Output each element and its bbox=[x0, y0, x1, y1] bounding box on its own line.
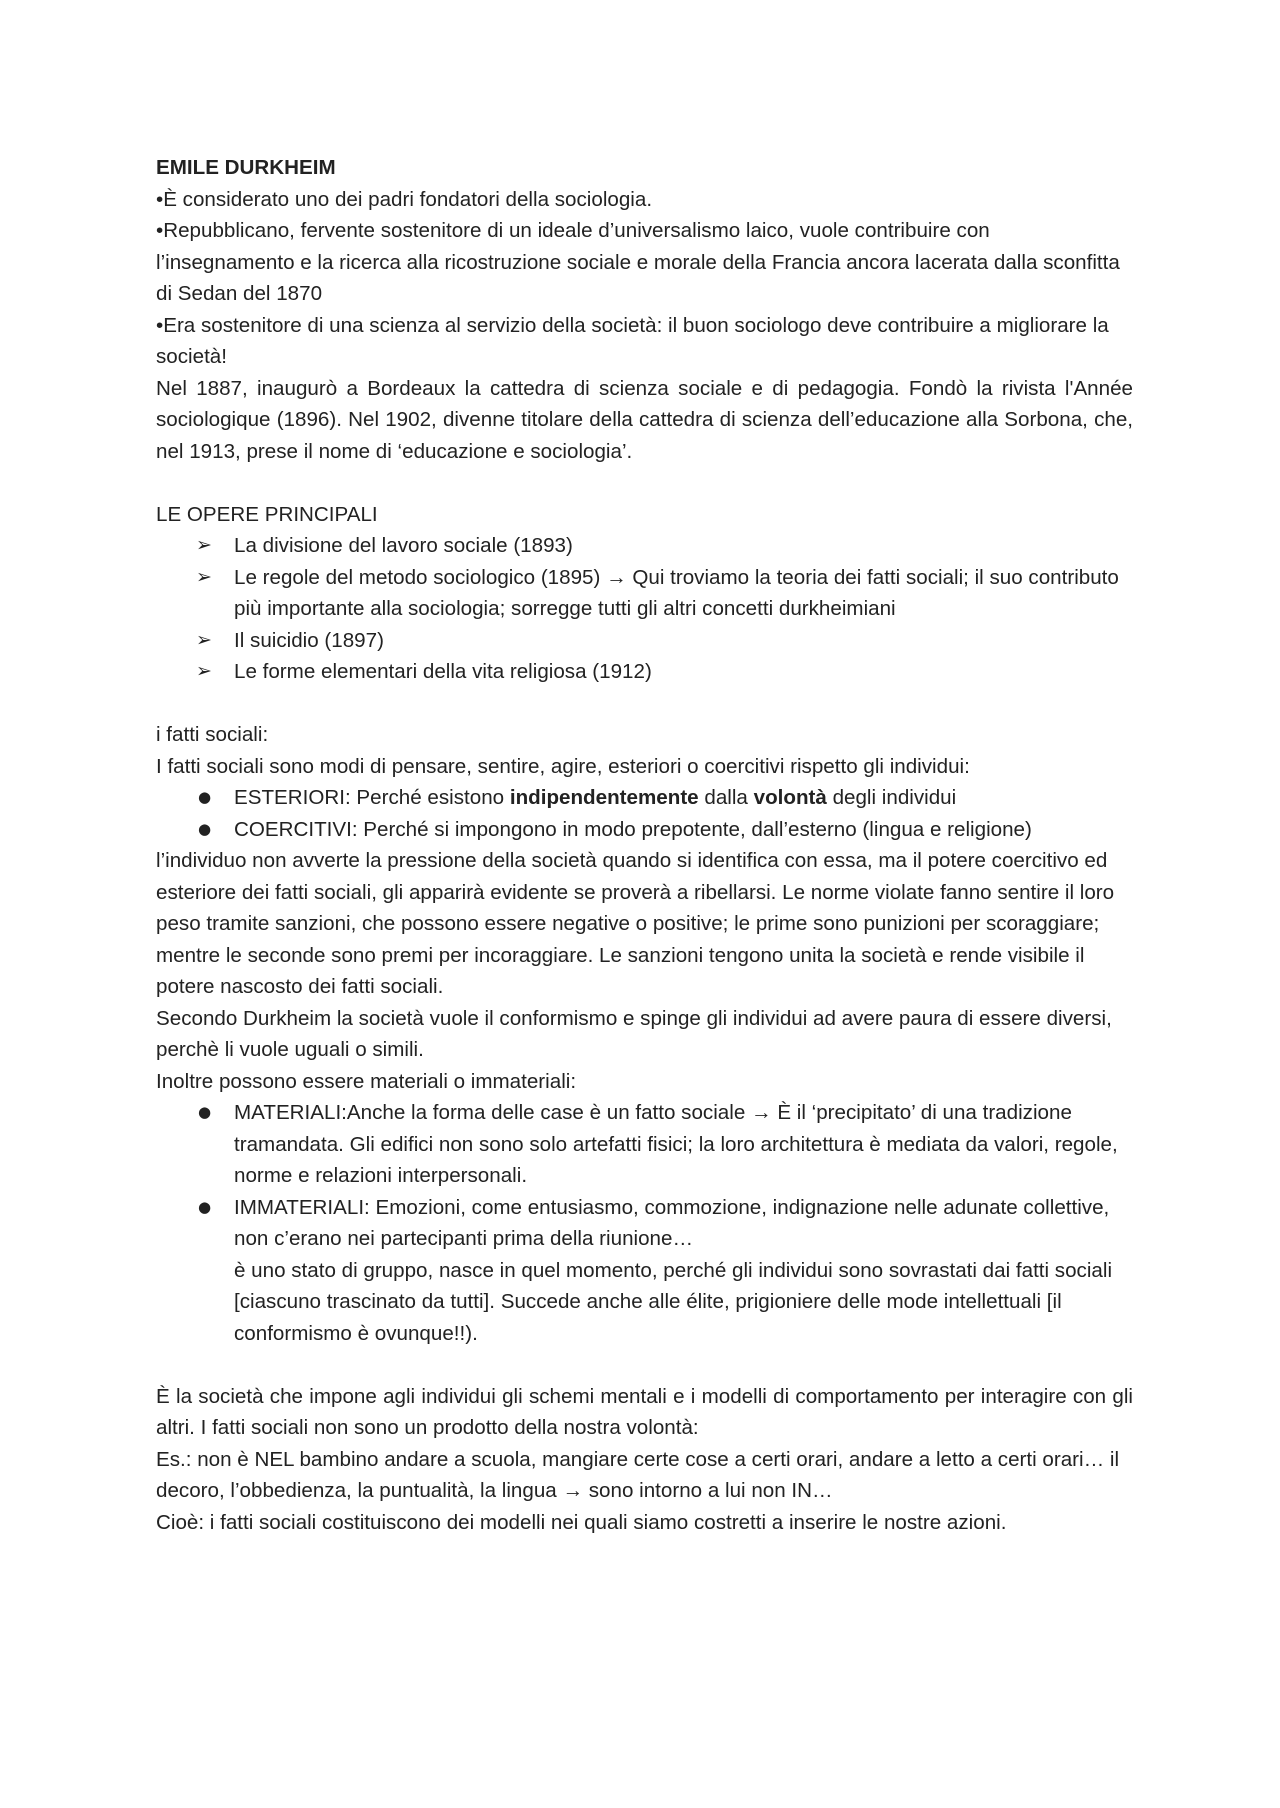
esteriori-mid: dalla bbox=[698, 786, 754, 809]
esteriori-lead: ESTERIORI: Perché esistono bbox=[234, 786, 510, 809]
list-item-immateriali bbox=[156, 1192, 1133, 1350]
spacer bbox=[156, 688, 1133, 720]
immateriali-continuation: è uno stato di gruppo, nasce in quel momento, perché gli individui sono sovrastati dai fatti sociali [ciascuno trascinato da tutti]. Succede anche alle élite, prigioniere delle mode intellettuali [il conformismo è ovunque!!). bbox=[234, 1258, 1113, 1345]
document-title: EMILE DURKHEIM bbox=[156, 156, 336, 179]
list-item bbox=[156, 530, 1133, 562]
facts-characteristics-list bbox=[156, 782, 1133, 845]
work-title: Le forme elementari della vita religiosa (1912) bbox=[234, 660, 652, 683]
list-item-esteriori bbox=[156, 782, 1133, 814]
arrow-bullet-icon: ➢ bbox=[196, 660, 212, 682]
bullet-dot-icon: ● bbox=[198, 788, 212, 806]
arrow-bullet-icon: ➢ bbox=[196, 628, 212, 651]
work-title: La divisione del lavoro sociale (1893) bbox=[234, 534, 573, 557]
list-item-coercitivi bbox=[156, 814, 1133, 846]
bullet-dot-icon: ● bbox=[198, 1103, 212, 1121]
arrow-bullet-icon: ➢ bbox=[196, 534, 212, 556]
conclusion-paragraph-example: Es.: non è NEL bambino andare a scuola, mangiare certe cose a certi orari, andare a letto a certi orari… il decoro, l’obbedienza, la puntualità, la lingua → sono intorno a lui non IN… bbox=[156, 1447, 1120, 1502]
work-title: Le regole del metodo sociologico (1895) → Qui troviamo la teoria dei fatti sociali; il suo contributo più importante alla sociologia; sorregge tutti gli altri concetti durkheimiani bbox=[234, 565, 1119, 620]
facts-explanation: l’individuo non avverte la pressione della società quando si identifica con essa, ma il potere coercitivo ed esteriore dei fatti sociali, gli apparirà evidente se proverà a ribellarsi. Le norme violate fanno sentire il loro peso tramite sanzioni, che possono essere negative o positive; le prime sono punizioni per scoraggiare; mentre le seconde sono premi per incoraggiare. Le sanzioni tengono unita la società e rende visibile il potere nascosto dei fatti sociali. bbox=[156, 849, 1115, 998]
esteriori-bold-volonta: volontà bbox=[753, 786, 827, 809]
materiali-text: MATERIALI:Anche la forma delle case è un fatto sociale → È il ‘precipitato’ di una tradizione tramandata. Gli edifici non sono solo artefatti fisici; la loro architettura è mediata da valori, regole, norme e relazioni interpersonali. bbox=[234, 1101, 1118, 1187]
conclusion-paragraph-society: È la società che impone agli individui gli schemi mentali e i modelli di comportamento per interagire con gli altri. I fatti sociali non sono un prodotto della nostra volontà: bbox=[156, 1384, 1133, 1439]
list-item bbox=[156, 625, 1133, 657]
esteriori-tail: degli individui bbox=[826, 786, 957, 809]
works-heading: LE OPERE PRINCIPALI bbox=[156, 502, 378, 526]
list-item bbox=[156, 656, 1133, 688]
conclusion-paragraph-models: Cioè: i fatti sociali costituiscono dei modelli nei quali siamo costretti a inserire le nostre azioni. bbox=[156, 1510, 1007, 1534]
intro-paragraph-founder: •È considerato uno dei padri fondatori della sociologia. bbox=[156, 187, 653, 211]
facts-types-list bbox=[156, 1097, 1133, 1349]
immateriali-text: IMMATERIALI: Emozioni, come entusiasmo, commozione, indignazione nelle adunate collettive, non c’erano nei partecipanti prima della riunione… bbox=[234, 1195, 1110, 1250]
facts-conformism: Secondo Durkheim la società vuole il conformismo e spinge gli individui ad avere paura di essere diversi, perchè li vuole uguali o simili. bbox=[156, 1006, 1112, 1061]
intro-paragraph-republican: •Repubblicano, fervente sostenitore di un ideale d’universalismo laico, vuole contribuire con l’insegnamento e la ricerca alla ricostruzione sociale e morale della Francia ancora lacerata dalla sconfitta di Sedan del 1870 bbox=[156, 219, 1120, 305]
coercitivi-text: COERCITIVI: Perché si impongono in modo prepotente, dall’esterno (lingua e religione) bbox=[234, 817, 1032, 841]
intro-paragraph-science: •Era sostenitore di una scienza al servizio della società: il buon sociologo deve contribuire a migliorare la società! bbox=[156, 313, 1109, 368]
bullet-dot-icon: ● bbox=[198, 819, 212, 838]
spacer bbox=[156, 1349, 1133, 1381]
spacer bbox=[156, 467, 1133, 499]
intro-paragraph-career: Nel 1887, inaugurò a Bordeaux la cattedra di scienza sociale e di pedagogia. Fondò la rivista l'Année sociologique (1896). Nel 1902, divenne titolare della cattedra di scienza dell’educazione alla Sorbona, che, nel 1913, prese il nome di ‘educazione e sociologia’. bbox=[156, 376, 1133, 463]
arrow-bullet-icon: ➢ bbox=[196, 565, 212, 588]
work-title: Il suicidio (1897) bbox=[234, 628, 384, 652]
facts-heading: i fatti sociali: bbox=[156, 723, 269, 746]
esteriori-bold-indipendentemente: indipendentemente bbox=[509, 786, 699, 809]
bullet-dot-icon: ● bbox=[198, 1197, 212, 1216]
facts-definition: I fatti sociali sono modi di pensare, sentire, agire, esteriori o coercitivi rispetto gli individui: bbox=[156, 754, 970, 778]
facts-types-intro: Inoltre possono essere materiali o immateriali: bbox=[156, 1069, 577, 1093]
list-item bbox=[156, 562, 1133, 625]
works-list bbox=[156, 530, 1133, 688]
document-page bbox=[156, 152, 1133, 1538]
list-item-materiali bbox=[156, 1097, 1133, 1192]
